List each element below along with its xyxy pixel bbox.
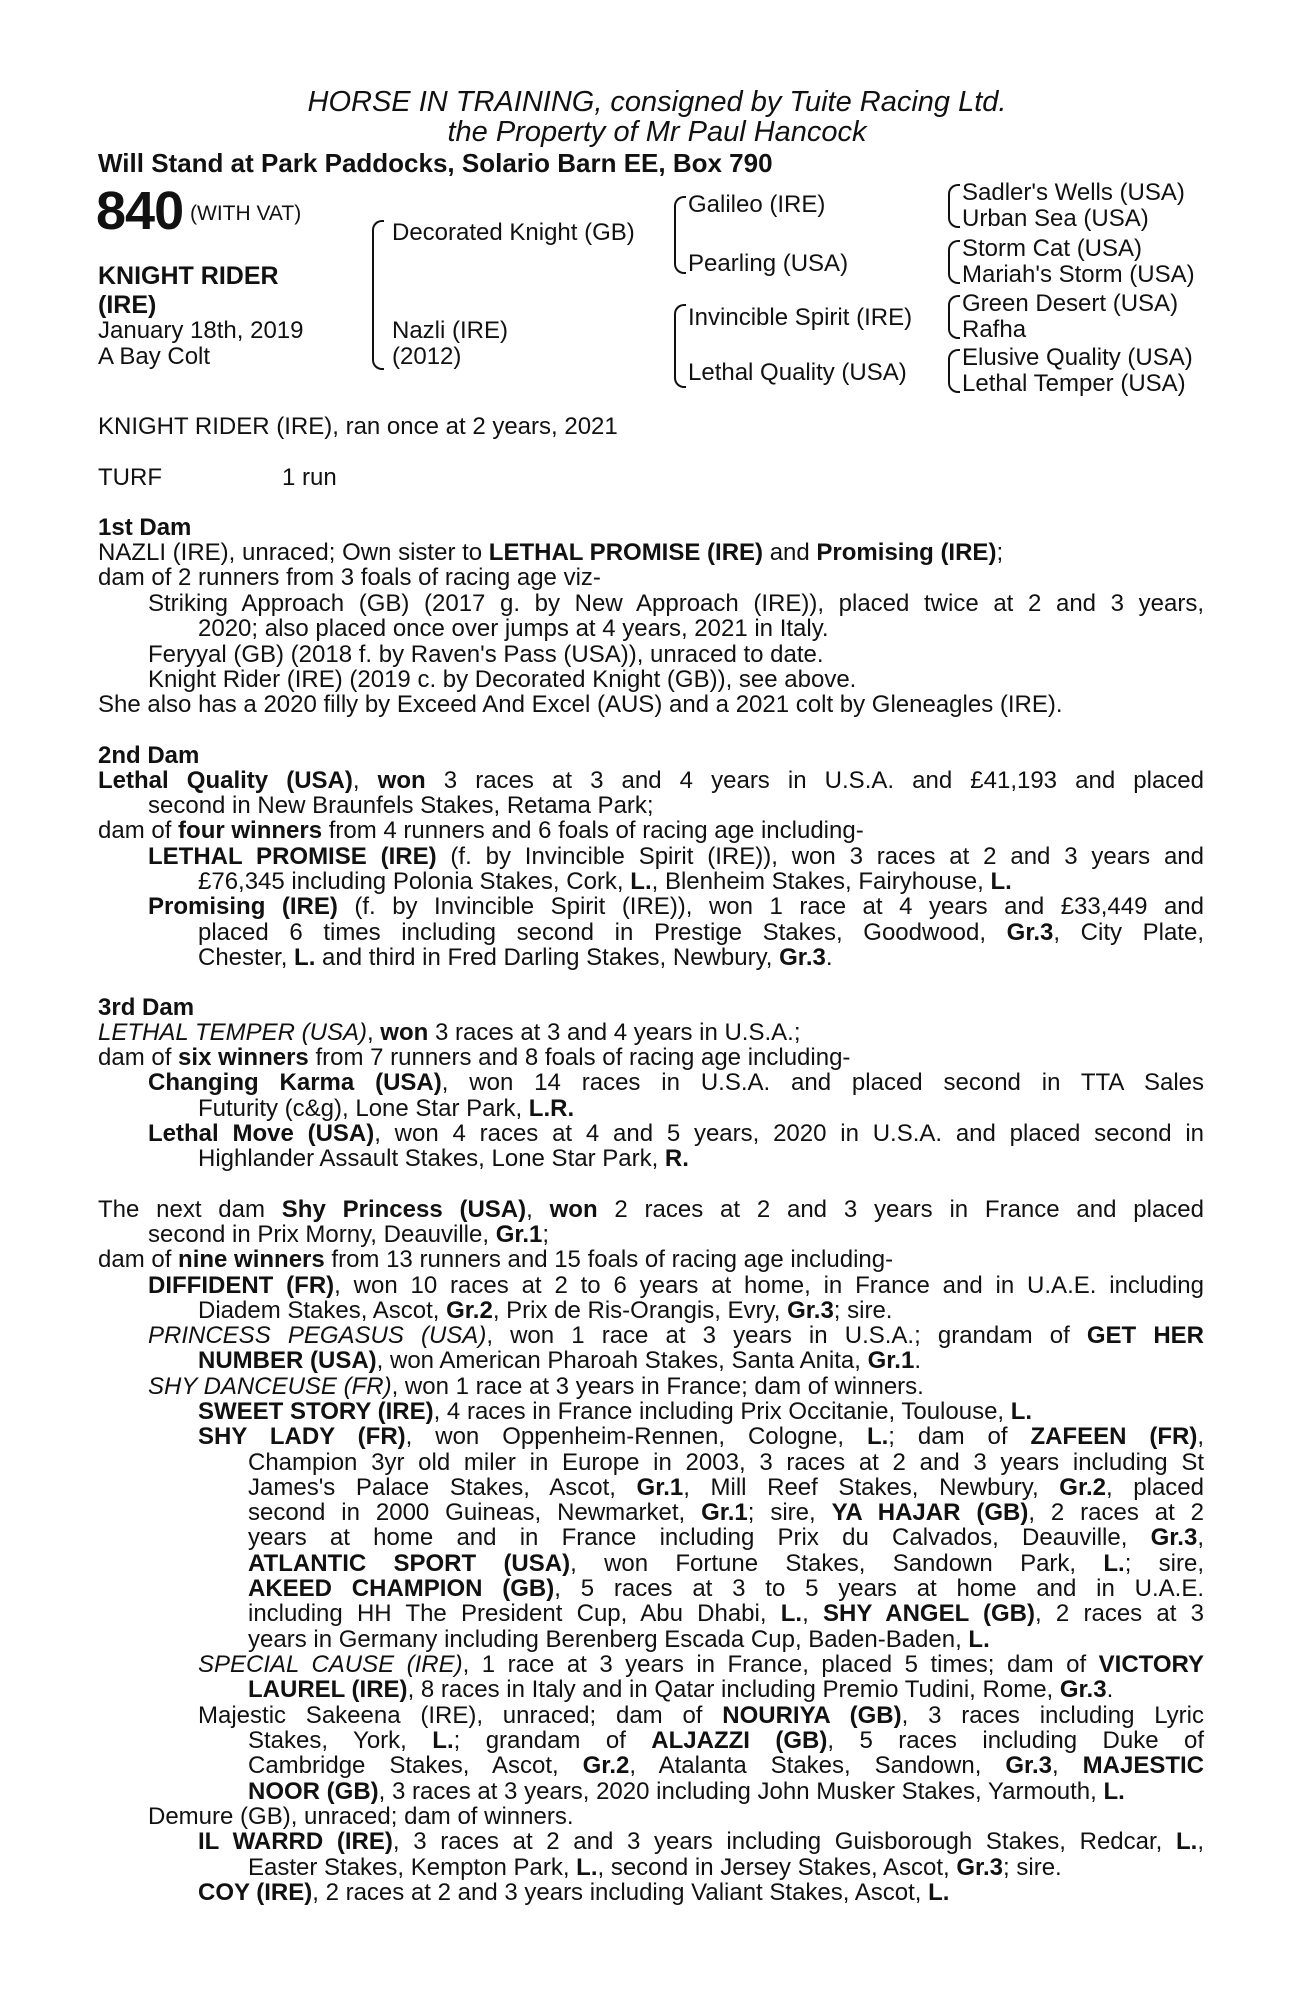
next-dam-line-28: COY (IRE), 2 races at 2 and 3 years including Valiant Stakes, Ascot, L. xyxy=(198,1879,950,1906)
sire-dam: Pearling (USA) xyxy=(688,250,849,277)
pedigree-brace-g4 xyxy=(948,349,958,393)
great-grandsire-3: Green Desert (USA) xyxy=(962,290,1179,317)
next-dam-line-10: SHY LADY (FR), won Oppenheim-Rennen, Cologne, L.; dam of ZAFEEN (FR), xyxy=(198,1423,1205,1450)
next-dam-line-8: SHY DANCEUSE (FR), won 1 race at 3 years in France; dam of winners. xyxy=(148,1373,924,1400)
pedigree-brace-g3 xyxy=(948,295,958,339)
sire-sire: Galileo (IRE) xyxy=(688,191,826,218)
third-dam-line-4: Futurity (c&g), Lone Star Park, L.R. xyxy=(198,1095,575,1122)
first-dam-line-6: Knight Rider (IRE) (2019 c. by Decorated Knight (GB)), see above. xyxy=(148,666,857,693)
next-dam-line-25: Demure (GB), unraced; dam of winners. xyxy=(148,1803,574,1830)
second-dam-line-2: second in New Braunfels Stakes, Retama Park; xyxy=(148,792,654,819)
great-grandsire-1: Sadler's Wells (USA) xyxy=(962,179,1185,206)
next-dam-line-1: The next dam Shy Princess (USA), won 2 races at 2 and 3 years in France and placed xyxy=(98,1196,1204,1223)
great-granddam-3: Rafha xyxy=(962,316,1027,343)
second-dam-line-6: Promising (IRE) (f. by Invincible Spirit (IRE)), won 1 race at 4 years and £33,449 and xyxy=(148,893,1204,920)
second-dam-line-1: Lethal Quality (USA), won 3 races at 3 and 4 years in U.S.A. and £41,193 and placed xyxy=(98,767,1204,794)
next-dam-line-26: IL WARRD (IRE), 3 races at 2 and 3 years including Guisborough Stakes, Redcar, L., xyxy=(198,1828,1204,1855)
next-dam-line-13: second in 2000 Guineas, Newmarket, Gr.1; sire, YA HAJAR (GB), 2 races at 2 xyxy=(248,1499,1205,1526)
next-dam-line-23: Cambridge Stakes, Ascot, Gr.2, Atalanta Stakes, Sandown, Gr.3, MAJESTIC xyxy=(248,1752,1205,1779)
dam-dam: Lethal Quality (USA) xyxy=(688,359,907,386)
pedigree-brace-main xyxy=(372,220,382,370)
foaling-date: January 18th, 2019 xyxy=(98,317,304,344)
consignor-line: HORSE IN TRAINING, consigned by Tuite Racing Ltd. xyxy=(307,86,1007,118)
next-dam-line-21: Majestic Sakeena (IRE), unraced; dam of NOURIYA (GB), 3 races including Lyric xyxy=(198,1702,1204,1729)
second-dam-line-3: dam of four winners from 4 runners and 6 foals of racing age including- xyxy=(98,817,864,844)
property-line: the Property of Mr Paul Hancock xyxy=(447,116,867,148)
second-dam-heading: 2nd Dam xyxy=(98,742,200,769)
next-dam-line-11: Champion 3yr old miler in Europe in 2003, 3 races at 2 and 3 years including St xyxy=(248,1449,1204,1476)
dam: Nazli (IRE) xyxy=(392,317,509,344)
next-dam-line-4: DIFFIDENT (FR), won 10 races at 2 to 6 years at home, in France and in U.A.E. including xyxy=(148,1272,1204,1299)
next-dam-line-16: AKEED CHAMPION (GB), 5 races at 3 to 5 years at home and in U.A.E. xyxy=(248,1575,1204,1602)
next-dam-line-22: Stakes, York, L.; grandam of ALJAZZI (GB), 5 races including Duke of xyxy=(248,1727,1204,1754)
third-dam-heading: 3rd Dam xyxy=(98,994,195,1021)
second-dam-line-8: Chester, L. and third in Fred Darling Stakes, Newbury, Gr.3. xyxy=(198,944,833,971)
third-dam-line-1: LETHAL TEMPER (USA), won 3 races at 3 and 4 years in U.S.A.; xyxy=(98,1019,801,1046)
second-dam-line-7: placed 6 times including second in Prestige Stakes, Goodwood, Gr.3, City Plate, xyxy=(198,919,1204,946)
next-dam-line-2: second in Prix Morny, Deauville, Gr.1; xyxy=(148,1221,550,1248)
next-dam-line-14: years at home and in France including Prix du Calvados, Deauville, Gr.3, xyxy=(248,1524,1204,1551)
great-granddam-4: Lethal Temper (USA) xyxy=(962,370,1186,397)
first-dam-heading: 1st Dam xyxy=(98,514,192,541)
great-granddam-1: Urban Sea (USA) xyxy=(962,205,1149,232)
first-dam-line-7: She also has a 2020 filly by Exceed And Excel (AUS) and a 2021 colt by Gleneagles (IRE). xyxy=(98,691,1063,718)
next-dam-line-5: Diadem Stakes, Ascot, Gr.2, Prix de Ris-Orangis, Evry, Gr.3; sire. xyxy=(198,1297,893,1324)
next-dam-line-15: ATLANTIC SPORT (USA), won Fortune Stakes, Sandown Park, L.; sire, xyxy=(248,1550,1204,1577)
third-dam-line-5: Lethal Move (USA), won 4 races at 4 and 5 years, 2020 in U.S.A. and placed second in xyxy=(148,1120,1204,1147)
pedigree-brace-dam xyxy=(674,304,684,388)
pedigree-brace-g2 xyxy=(948,240,958,284)
next-dam-line-12: James's Palace Stakes, Ascot, Gr.1, Mill Reef Stakes, Newbury, Gr.2, placed xyxy=(248,1474,1205,1501)
pedigree-brace-sire xyxy=(674,196,684,274)
third-dam-line-6: Highlander Assault Stakes, Lone Star Park, R. xyxy=(198,1145,689,1172)
run-count: 1 run xyxy=(282,464,337,491)
first-dam-line-3: Striking Approach (GB) (2017 g. by New Approach (IRE)), placed twice at 2 and 3 years, xyxy=(148,590,1204,617)
next-dam-line-19: SPECIAL CAUSE (IRE), 1 race at 3 years in France, placed 5 times; dam of VICTORY xyxy=(198,1651,1204,1678)
dam-year: (2012) xyxy=(392,343,462,370)
second-dam-line-5: £76,345 including Polonia Stakes, Cork, L., Blenheim Stakes, Fairyhouse, L. xyxy=(198,868,1012,895)
dam-sire: Invincible Spirit (IRE) xyxy=(688,304,913,331)
next-dam-line-17: including HH The President Cup, Abu Dhabi, L., SHY ANGEL (GB), 2 races at 3 xyxy=(248,1600,1204,1627)
race-record-summary: KNIGHT RIDER (IRE), ran once at 2 years, 2021 xyxy=(98,413,618,440)
lot-number: 840 xyxy=(96,181,184,241)
next-dam-line-20: LAUREL (IRE), 8 races in Italy and in Qatar including Premio Tudini, Rome, Gr.3. xyxy=(248,1676,1114,1703)
great-granddam-2: Mariah's Storm (USA) xyxy=(962,261,1195,288)
sire: Decorated Knight (GB) xyxy=(392,219,635,246)
great-grandsire-2: Storm Cat (USA) xyxy=(962,235,1143,262)
horse-description: A Bay Colt xyxy=(98,343,211,370)
next-dam-line-7: NUMBER (USA), won American Pharoah Stakes, Santa Anita, Gr.1. xyxy=(198,1347,921,1374)
first-dam-line-4: 2020; also placed once over jumps at 4 years, 2021 in Italy. xyxy=(198,615,829,642)
horse-name-suffix: (IRE) xyxy=(98,291,157,319)
second-dam-line-4: LETHAL PROMISE (IRE) (f. by Invincible Spirit (IRE)), won 3 races at 2 and 3 years and xyxy=(148,843,1205,870)
next-dam-line-6: PRINCESS PEGASUS (USA), won 1 race at 3 years in U.S.A.; grandam of GET HER xyxy=(148,1322,1204,1349)
surface-label: TURF xyxy=(98,464,162,491)
third-dam-line-3: Changing Karma (USA), won 14 races in U.S.A. and placed second in TTA Sales xyxy=(148,1069,1204,1096)
third-dam-line-2: dam of six winners from 7 runners and 8 foals of racing age including- xyxy=(98,1044,851,1071)
next-dam-line-27: Easter Stakes, Kempton Park, L., second in Jersey Stakes, Ascot, Gr.3; sire. xyxy=(248,1854,1062,1881)
pedigree-brace-g1 xyxy=(948,184,958,228)
location-line: Will Stand at Park Paddocks, Solario Barn EE, Box 790 xyxy=(98,148,773,178)
next-dam-line-18: years in Germany including Berenberg Escada Cup, Baden-Baden, L. xyxy=(248,1626,990,1653)
next-dam-line-9: SWEET STORY (IRE), 4 races in France including Prix Occitanie, Toulouse, L. xyxy=(198,1398,1033,1425)
first-dam-line-1: NAZLI (IRE), unraced; Own sister to LETHAL PROMISE (IRE) and Promising (IRE); xyxy=(98,539,1004,566)
horse-name: KNIGHT RIDER xyxy=(98,262,279,290)
next-dam-line-3: dam of nine winners from 13 runners and 15 foals of racing age including- xyxy=(98,1246,894,1273)
vat-note: (WITH VAT) xyxy=(190,202,302,225)
next-dam-line-24: NOOR (GB), 3 races at 3 years, 2020 including John Musker Stakes, Yarmouth, L. xyxy=(248,1778,1125,1805)
first-dam-line-5: Feryyal (GB) (2018 f. by Raven's Pass (USA)), unraced to date. xyxy=(148,641,824,668)
great-grandsire-4: Elusive Quality (USA) xyxy=(962,344,1193,371)
first-dam-line-2: dam of 2 runners from 3 foals of racing age viz- xyxy=(98,564,601,591)
